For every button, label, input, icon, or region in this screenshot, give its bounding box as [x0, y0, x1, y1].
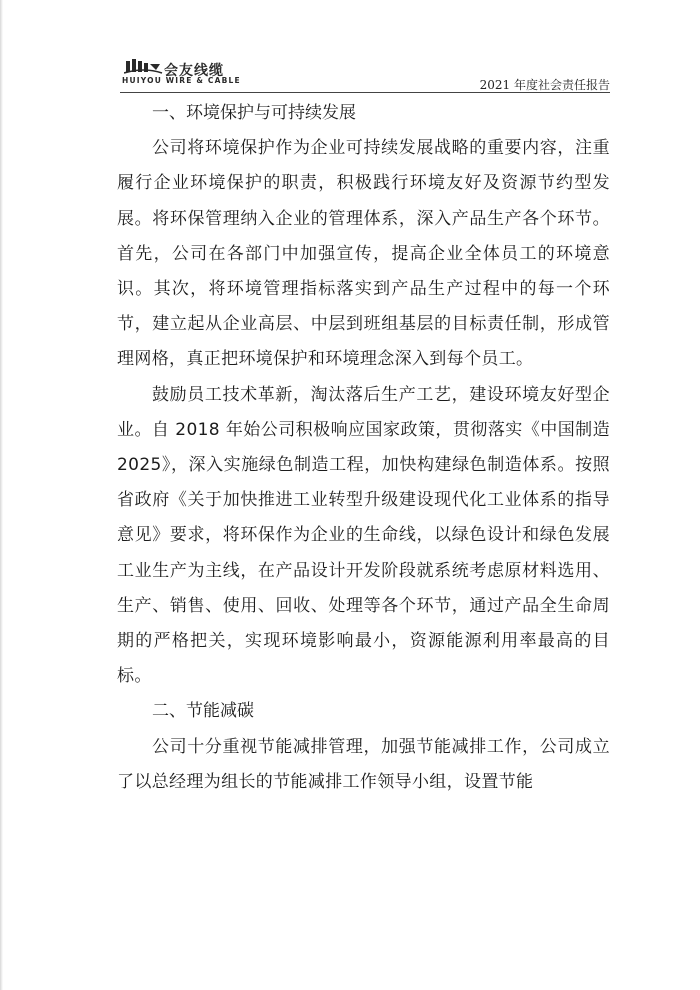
- huiyou-logo-mark-icon: [124, 58, 164, 76]
- section-heading-environment: 一、环境保护与可持续发展: [152, 103, 356, 123]
- logo-english-name: HUIYOU WIRE & CABLE: [122, 76, 241, 85]
- header-divider: [120, 92, 610, 93]
- page-header: [120, 58, 610, 94]
- page-content: [117, 96, 610, 800]
- paragraph: 公司将环境保护作为企业可持续发展战略的重要内容，注重履行企业环境保护的职责，积极践行环境友好及资源节约型发展。将环保管理纳入企业的管理体系，深入产品生产各个环节。首先，公司在各部门中加强宣传，提高企业全体员工的环境意识。其次，将环境管理指标落实到产品生产过程中的每一个环节，建立起从企业高层、中层到班组基层的目标责任制，形成管理网格，真正把环境保护和环境理念深入到每个员工。: [117, 138, 610, 370]
- report-title: 2021 年度社会责任报告: [479, 78, 610, 92]
- company-logo: [120, 58, 260, 88]
- paragraph: 鼓励员工技术革新，淘汰落后生产工艺，建设环境友好型企业。自 2018 年始公司积极响应国家政策，贯彻落实《中国制造 2025》，深入实施绿色制造工程，加快构建绿色制造体系。按照省政府《关于加快推进工业转型升级建设现代化工业体系的指导意见》要求，将环保作为企业的生命线，以绿色设计和绿色发展工业生产为主线，在产品设计开发阶段就系统考虑原材料选用、生产、销售、使用、回收、处理等各个环节，通过产品全生命周期的严格把关，实现环境影响最小，资源能源利用率最高的目标。: [117, 384, 610, 687]
- paragraph: 公司十分重视节能减排管理，加强节能减排工作，公司成立了以总经理为组长的节能减排工作领导小组，设置节能: [117, 736, 610, 792]
- logo-chinese-name: 会友线缆: [164, 63, 224, 79]
- section-heading-energy-saving: 二、节能减碳: [152, 701, 254, 722]
- page-edge: [0, 0, 3, 990]
